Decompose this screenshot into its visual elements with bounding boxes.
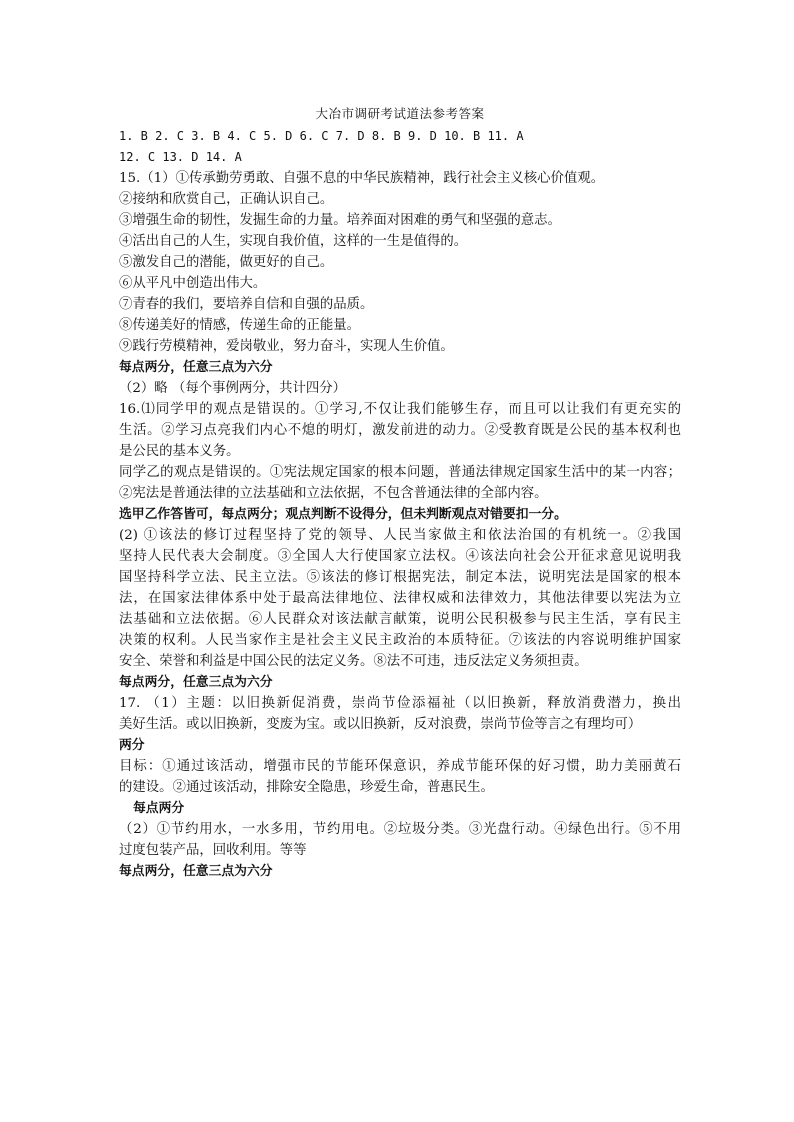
q16-part2-line: 法基础和立法依据。⑥人民群众对该法献言献策，说明公民积极参与民主生活，享有民主 [119,612,681,627]
q16-part2-line: 法，在国家法律体系中处于最高法律地位、法律权威和法律效力，其他法律要以宪法为立 [119,591,681,606]
q17-line: 的建设。②通过该活动，排除安全隐患，珍爱生命，普惠民生。 [119,780,494,795]
q17-line: 17. （1）主题：以旧换新促消费，崇尚节俭添福祉（以旧换新，释放消费潜力，换出 [119,696,681,711]
q17-part2-scoring-note: 每点两分，任意三点为六分 [119,864,273,879]
q16-line: 是公民的基本义务。 [119,444,240,459]
q16-part2-line: 安全、荣誉和利益是中国公民的法定义务。⑧法不可违，违反法定义务须担责。 [119,654,588,669]
q15-part2: （2）略 （每个事例两分，共计四分） [119,381,347,396]
q16-line: 16.⑴同学甲的观点是错误的。①学习,不仅让我们能够生存，而且可以让我们有更充实的 [119,402,681,417]
q15-line: ⑦青春的我们，要培养自信和自强的品质。 [119,297,374,312]
q15-line: ⑧传递美好的情感，传递生命的正能量。 [119,318,361,333]
q16-part2-line: 决策的权利。人民当家作主是社会主义民主政治的本质特征。⑦该法的内容说明维护国家 [119,633,681,648]
q16-part2-line: (2) ①该法的修订过程坚持了党的领导、人民当家做主和依法治国的有机统一。②我国 [119,528,681,543]
q17-part2-line: 过度包装产品，回收利用。等等 [119,843,307,858]
q17-goal-score: 每点两分 [133,801,185,816]
q15-line: 15.（1）①传承勤劳勇敢、自强不息的中华民族精神，践行社会主义核心价值观。 [119,171,605,186]
choice-answers-line-2: 12. C 13. D 14. A [119,150,242,164]
q15-line: ⑥从平凡中创造出伟大。 [119,276,267,291]
q17-line: 美好生活。或以旧换新，变废为宝。或以旧换新，反对浪费，崇尚节俭等言之有理均可） [119,717,642,732]
page-title: 大冶市调研考试道法参考答案 [315,106,485,121]
q16-scoring-note: 选甲乙作答皆可，每点两分；观点判断不设得分，但未判断观点对错要扣一分。 [119,507,567,522]
q16-line: 生活。②学习点亮我们内心不熄的明灯，激发前进的动力。②受教育既是公民的基本权利也 [119,423,681,438]
q15-line: ⑤激发自己的潜能，做更好的自己。 [119,255,334,270]
q15-line: ②接纳和欣赏自己，正确认识自己。 [119,192,334,207]
q16-line: ②宪法是普通法律的立法基础和立法依据，不包含普通法律的全部内容。 [119,486,548,501]
q16-part2-scoring-note: 每点两分，任意三点为六分 [119,675,273,690]
q17-part2-line: （2）①节约用水，一水多用，节约用电。②垃圾分类。③光盘行动。④绿色出行。⑤不用 [119,822,681,837]
q15-line: ⑨践行劳模精神，爱岗敬业，努力奋斗，实现人生价值。 [119,339,454,354]
q17-theme-score: 两分 [119,738,145,753]
q16-part2-line: 坚持人民代表大会制度。③全国人大行使国家立法权。④该法向社会公开征求意见说明我 [119,549,681,564]
q16-line: 同学乙的观点是错误的。①宪法规定国家的根本问题，普通法律规定国家生活中的某一内容； [119,465,681,480]
choice-answers-line-1: 1. B 2. C 3. B 4. C 5. D 6. C 7. D 8. B 9. D 10. B 11. A [119,129,524,143]
q17-line: 目标：①通过该活动，增强市民的节能环保意识，养成节能环保的好习惯，助力美丽黄石 [119,759,681,774]
q16-part2-line: 国坚持科学立法、民主立法。⑤该法的修订根据宪法，制定本法，说明宪法是国家的根本 [119,570,681,585]
q15-line: ③增强生命的韧性，发掘生命的力量。培养面对困难的勇气和坚强的意志。 [119,213,561,228]
q15-line: ④活出自己的人生，实现自我价值，这样的一生是值得的。 [119,234,468,249]
q15-scoring-note: 每点两分，任意三点为六分 [119,360,273,375]
